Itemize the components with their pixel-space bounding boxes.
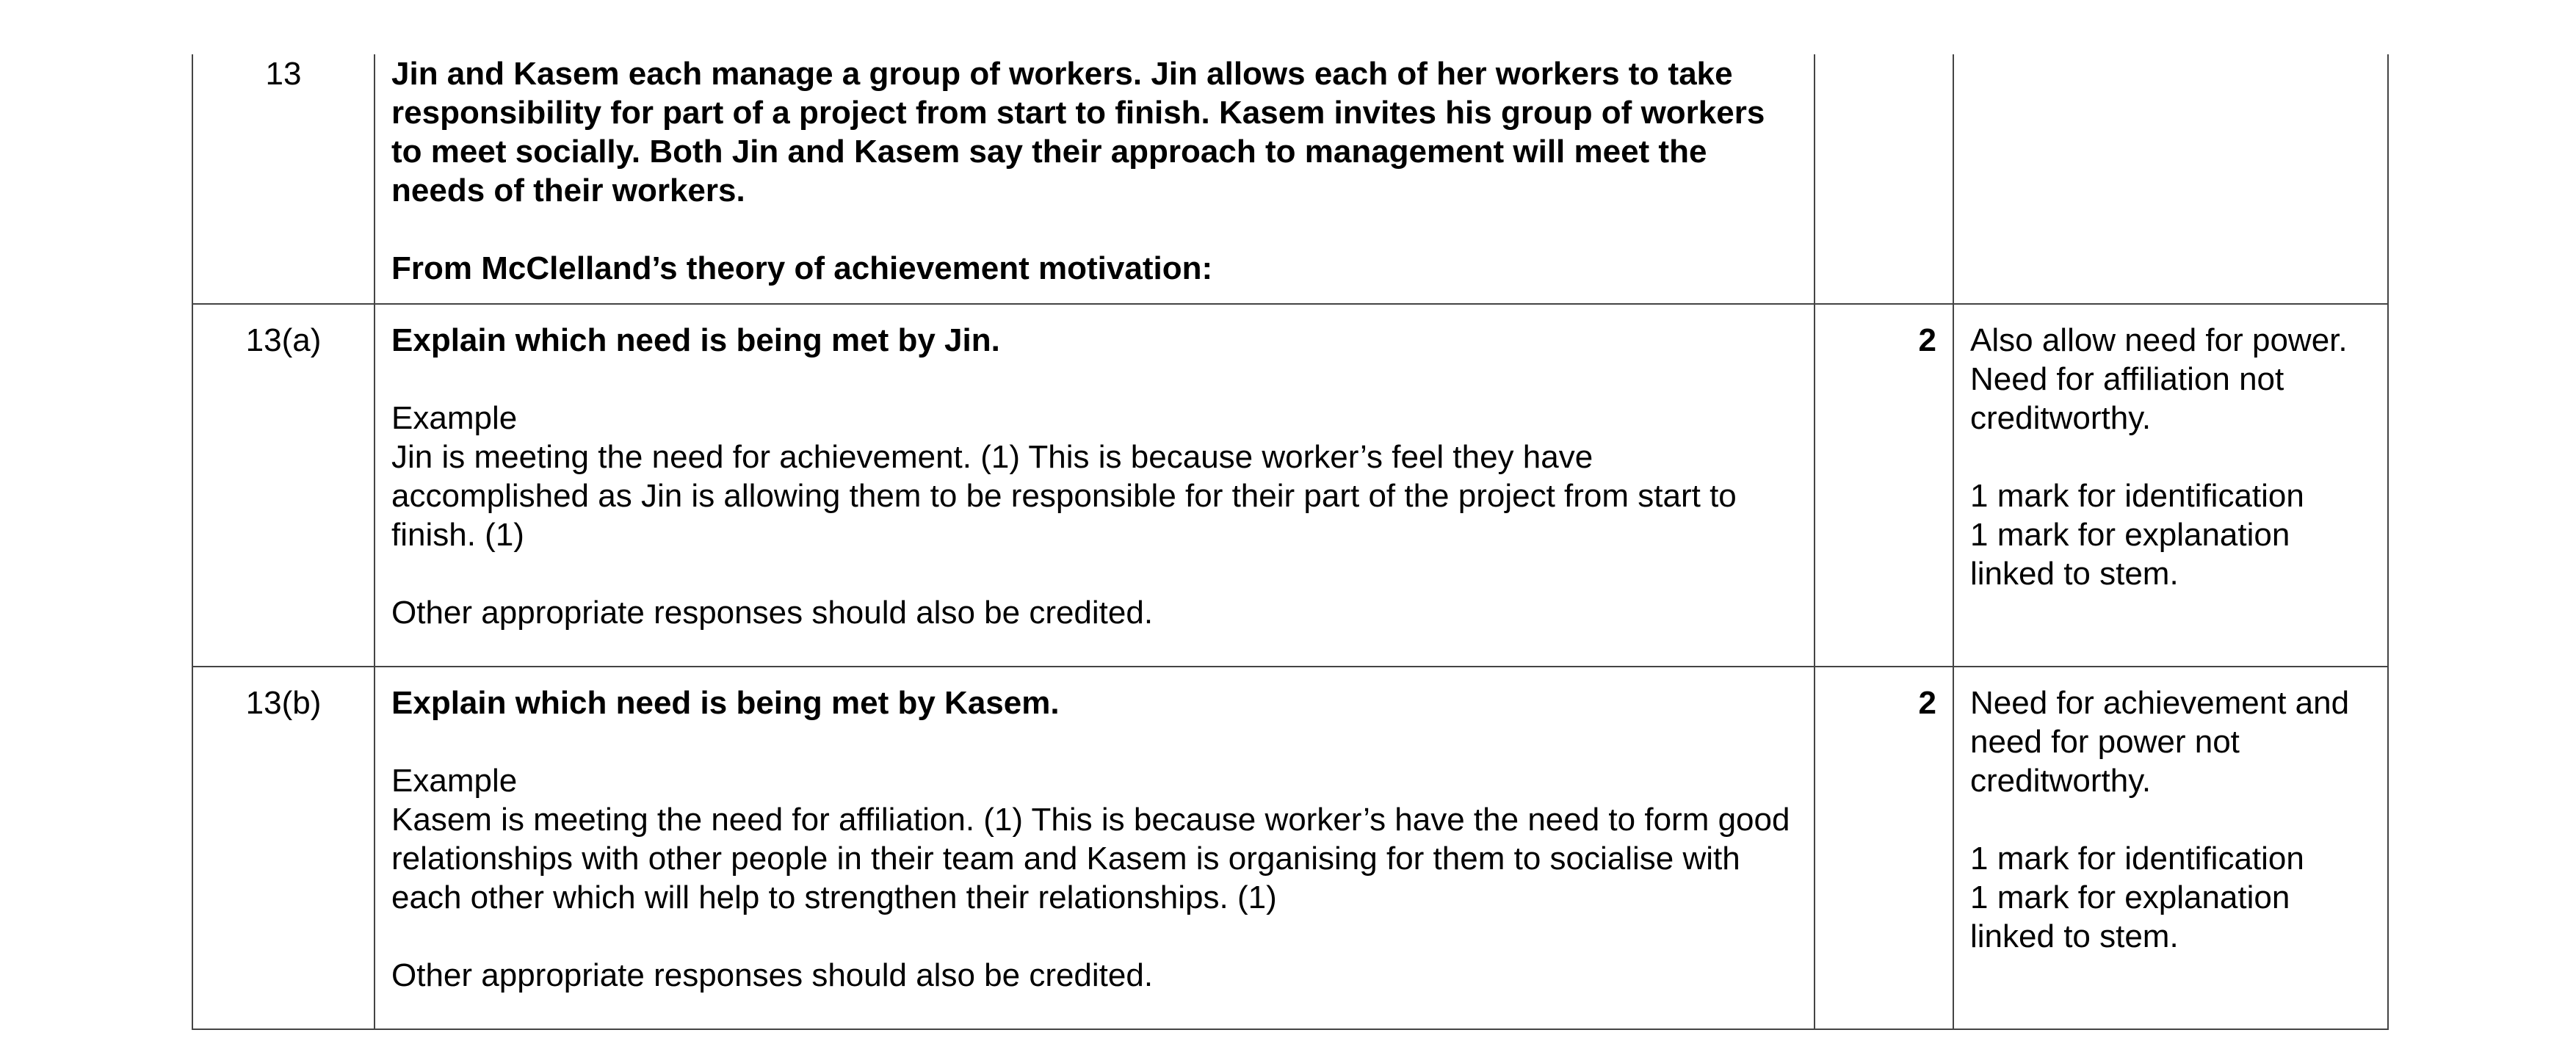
question-stem-cell — [375, 54, 1815, 304]
other-responses-note: Other appropriate responses should also be credited. — [391, 957, 1154, 993]
example-label: Example — [391, 763, 518, 799]
question-number: 13(a) — [192, 304, 375, 667]
guidance-cell — [1953, 304, 2388, 667]
answer-cell — [375, 667, 1815, 1029]
marks-cell: 2 — [1815, 667, 1953, 1029]
table-row-13b — [192, 667, 2388, 1029]
guidance-mark-explanation: 1 mark for explanation linked to stem. — [1970, 879, 2290, 954]
answer-cell — [375, 304, 1815, 667]
question-stem-intro: From McClelland’s theory of achievement motivation: — [391, 250, 1213, 286]
marks-cell: 2 — [1815, 304, 1953, 667]
guidance-mark-identification: 1 mark for identification — [1970, 478, 2304, 514]
question-number: 13 — [192, 54, 375, 304]
question-prompt: Explain which need is being met by Kasem. — [391, 685, 1060, 721]
marks-cell — [1815, 54, 1953, 304]
example-answer: Kasem is meeting the need for affiliation. (1) This is because worker’s have the need to form good relationships with other people in their team and Kasem is organising for them to socialise with each other which will help to strengthen their relationships. (1) — [391, 802, 1790, 915]
question-number: 13(b) — [192, 667, 375, 1029]
question-stem: Jin and Kasem each manage a group of workers. Jin allows each of her workers to take responsibility for part of a project from start to finish. Kasem invites his group of workers to meet socially. Both Jin and Kasem say their approach to management will meet the needs of their workers. — [391, 56, 1765, 208]
guidance-cell — [1953, 54, 2388, 304]
guidance-text: Also allow need for power. Need for affiliation not creditworthy. — [1970, 322, 2348, 436]
mark-scheme-table — [192, 54, 2389, 1030]
guidance-mark-explanation: 1 mark for explanation linked to stem. — [1970, 517, 2290, 592]
example-label: Example — [391, 400, 518, 436]
table-row-13a — [192, 304, 2388, 667]
other-responses-note: Other appropriate responses should also be credited. — [391, 595, 1154, 631]
guidance-cell — [1953, 667, 2388, 1029]
question-prompt: Explain which need is being met by Jin. — [391, 322, 1000, 358]
table-row-13 — [192, 54, 2388, 304]
guidance-text: Need for achievement and need for power not creditworthy. — [1970, 685, 2350, 799]
guidance-mark-identification: 1 mark for identification — [1970, 841, 2304, 877]
example-answer: Jin is meeting the need for achievement. (1) This is because worker’s feel they have accomplished as Jin is allowing them to be responsible for their part of the project from start to finish. (1) — [391, 439, 1737, 553]
